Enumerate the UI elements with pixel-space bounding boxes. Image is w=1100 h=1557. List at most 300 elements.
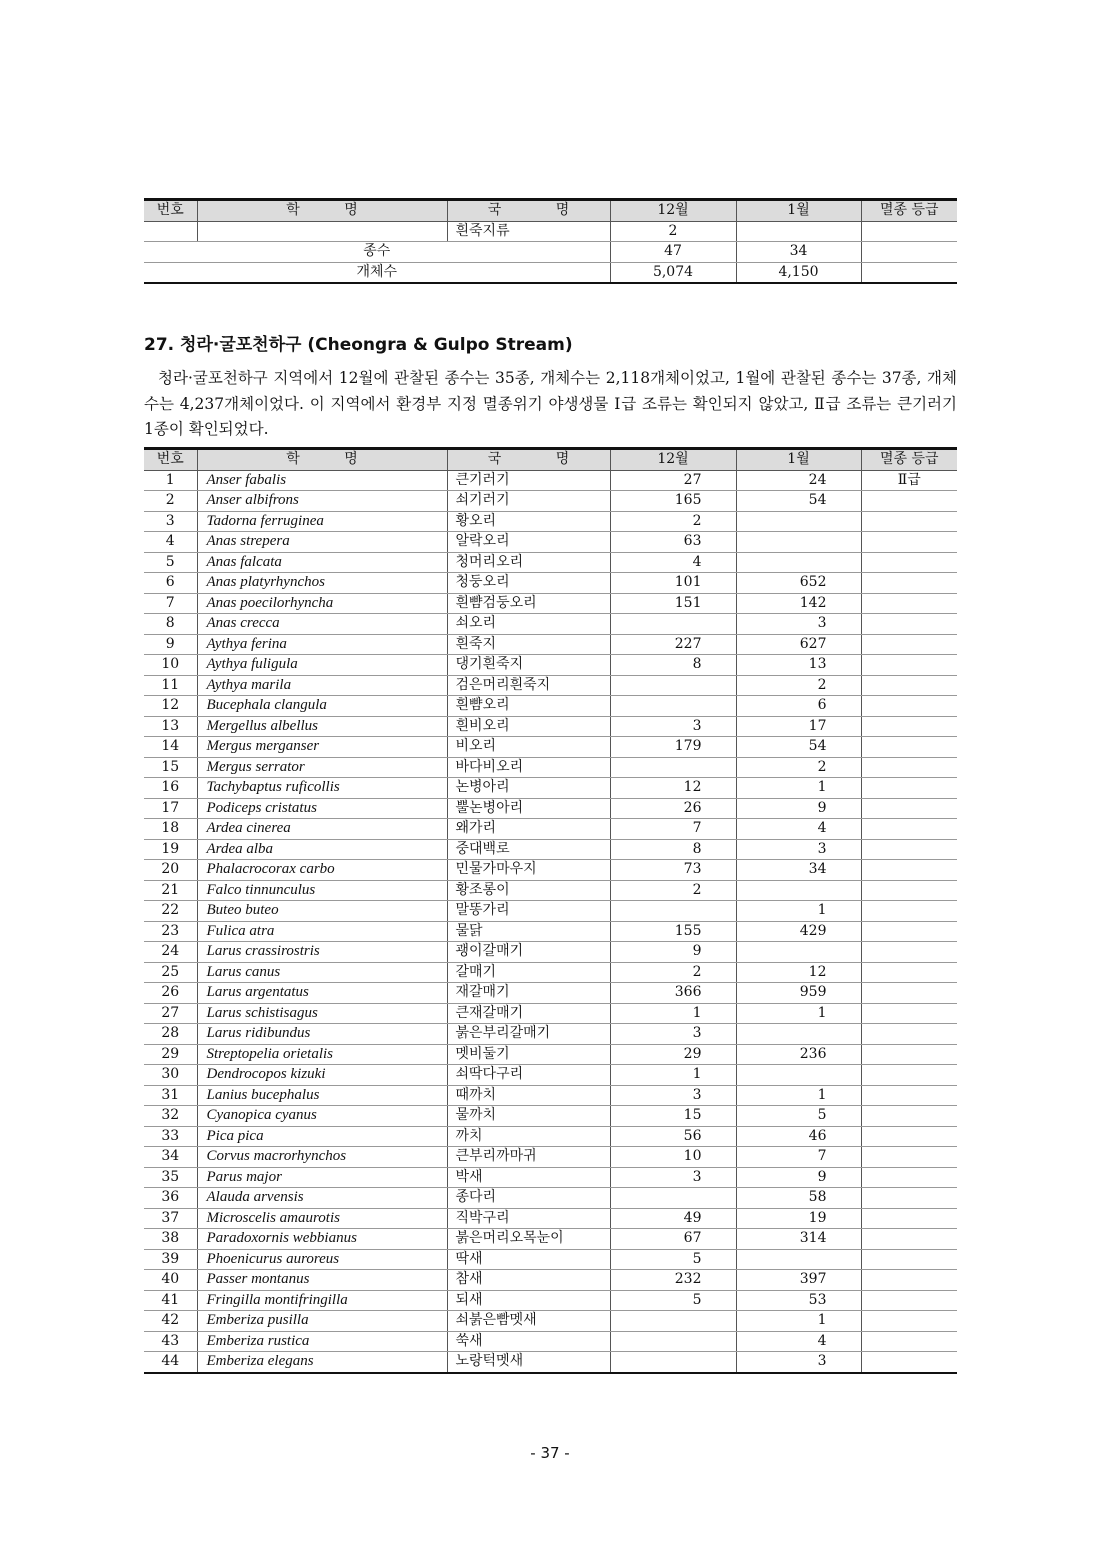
endangered-grade [861, 860, 957, 881]
table-row [144, 532, 957, 553]
table-row [144, 1311, 957, 1332]
jan-count: 12 [736, 962, 861, 983]
row-number: 26 [144, 983, 197, 1004]
row-number: 4 [144, 532, 197, 553]
table-row [144, 757, 957, 778]
section-heading: 27. 청라·굴포천하구 (Cheongra & Gulpo Stream) [144, 335, 573, 355]
table-row [144, 819, 957, 840]
table-row [144, 655, 957, 676]
table-row [144, 798, 957, 819]
endangered-grade [861, 983, 957, 1004]
dec-count [610, 614, 736, 635]
jan-count: 652 [736, 573, 861, 594]
row-number: 38 [144, 1229, 197, 1250]
row-number: 29 [144, 1044, 197, 1065]
korean-name: 논병아리 [447, 778, 610, 799]
dec-count: 4 [610, 552, 736, 573]
korean-name: 뿔논병아리 [447, 798, 610, 819]
jan-count: 397 [736, 1270, 861, 1291]
jan-count: 627 [736, 634, 861, 655]
dec-count: 8 [610, 839, 736, 860]
scientific-name: Ardea alba [197, 839, 447, 860]
jan-count: 9 [736, 1167, 861, 1188]
table-row [144, 716, 957, 737]
row-number: 43 [144, 1331, 197, 1352]
table-row [144, 1331, 957, 1352]
korean-name: 쇠기러기 [447, 491, 610, 512]
korean-name: 노랑턱멧새 [447, 1352, 610, 1373]
endangered-grade [861, 675, 957, 696]
scientific-name: Larus crassirostris [197, 942, 447, 963]
table-row [144, 675, 957, 696]
table-row [144, 901, 957, 922]
row-number: 39 [144, 1249, 197, 1270]
jan-count [736, 1249, 861, 1270]
scientific-name: Parus major [197, 1167, 447, 1188]
dec-count [610, 696, 736, 717]
table-row [144, 552, 957, 573]
dec-count: 49 [610, 1208, 736, 1229]
korean-name: 갈매기 [447, 962, 610, 983]
table-row [144, 470, 957, 491]
row-number: 17 [144, 798, 197, 819]
jan-count: 17 [736, 716, 861, 737]
endangered-grade: Ⅱ급 [861, 470, 957, 491]
dec-count [610, 1311, 736, 1332]
row-number: 13 [144, 716, 197, 737]
table-row [144, 778, 957, 799]
endangered-grade [861, 716, 957, 737]
jan-count: 54 [736, 737, 861, 758]
jan-count: 314 [736, 1229, 861, 1250]
korean-name: 비오리 [447, 737, 610, 758]
scientific-name: Anser fabalis [197, 470, 447, 491]
jan-count: 2 [736, 757, 861, 778]
dec-count: 1 [610, 1003, 736, 1024]
jan-count: 6 [736, 696, 861, 717]
jan-count: 3 [736, 614, 861, 635]
jan-count: 3 [736, 1352, 861, 1373]
endangered-grade [861, 1229, 957, 1250]
section-paragraph: 청라·굴포천하구 지역에서 12월에 관찰된 종수는 35종, 개체수는 2,118개체이었고, 1월에 관찰된 종수는 37종, 개체수는 4,237개체이었다. 이 지역에서 환경부 지정 멸종위기 야생생물 Ⅰ급 조류는 확인되지 않았고, Ⅱ급 조류는 큰기러기 1종이 확인되었다. [144, 369, 957, 438]
korean-name: 중대백로 [447, 839, 610, 860]
korean-name: 댕기흰죽지 [447, 655, 610, 676]
table-row [144, 221, 957, 242]
dec-count [610, 901, 736, 922]
korean-name: 청머리오리 [447, 552, 610, 573]
endangered-grade [861, 1003, 957, 1024]
species-table-body [144, 470, 957, 1373]
jan-count [736, 880, 861, 901]
endangered-grade [861, 1208, 957, 1229]
jan-count: 142 [736, 593, 861, 614]
table-row [144, 1290, 957, 1311]
jan-count [736, 942, 861, 963]
endangered-grade [861, 1331, 957, 1352]
table-row [144, 511, 957, 532]
endangered-grade [861, 798, 957, 819]
dec-count: 165 [610, 491, 736, 512]
table-row [144, 1085, 957, 1106]
row-number: 14 [144, 737, 197, 758]
jan-count: 34 [736, 860, 861, 881]
scientific-name: Emberiza rustica [197, 1331, 447, 1352]
row-number: 35 [144, 1167, 197, 1188]
jan-count: 53 [736, 1290, 861, 1311]
row-number: 34 [144, 1147, 197, 1168]
table-row [144, 1208, 957, 1229]
korean-name: 물까치 [447, 1106, 610, 1127]
species-jan: 34 [736, 242, 861, 263]
endangered-grade [861, 1290, 957, 1311]
row-number: 21 [144, 880, 197, 901]
korean-name: 붉은부리갈매기 [447, 1024, 610, 1045]
scientific-name: Anas crecca [197, 614, 447, 635]
jan-count [736, 532, 861, 553]
endangered-grade [861, 532, 957, 553]
korean-name: 물닭 [447, 921, 610, 942]
endangered-grade [861, 819, 957, 840]
korean-name: 참새 [447, 1270, 610, 1291]
header-kor: 국 명 [447, 200, 610, 222]
dec-count: 2 [610, 880, 736, 901]
scientific-name: Anas poecilorhyncha [197, 593, 447, 614]
korean-name: 흰죽지 [447, 634, 610, 655]
scientific-name: Dendrocopos kizuki [197, 1065, 447, 1086]
scientific-name: Aythya ferina [197, 634, 447, 655]
endangered-grade [861, 1024, 957, 1045]
endangered-grade [861, 1167, 957, 1188]
dec-count: 1 [610, 1065, 736, 1086]
dec-count: 67 [610, 1229, 736, 1250]
dec-count: 63 [610, 532, 736, 553]
dec-count: 26 [610, 798, 736, 819]
row-number: 31 [144, 1085, 197, 1106]
korean-name: 쇠붉은빰멧새 [447, 1311, 610, 1332]
row-number: 23 [144, 921, 197, 942]
species-count-label: 종수 [144, 242, 610, 263]
scientific-name: Podiceps cristatus [197, 798, 447, 819]
endangered-grade [861, 511, 957, 532]
dec-count: 5 [610, 1249, 736, 1270]
scientific-name: Aythya fuligula [197, 655, 447, 676]
jan-count: 46 [736, 1126, 861, 1147]
individual-count-label: 개체수 [144, 262, 610, 283]
row-number: 7 [144, 593, 197, 614]
scientific-name: Alauda arvensis [197, 1188, 447, 1209]
row-number: 12 [144, 696, 197, 717]
table-row [144, 839, 957, 860]
jan-count [736, 1024, 861, 1045]
dec-count [610, 1188, 736, 1209]
table-row [144, 1126, 957, 1147]
header-kor: 국 명 [447, 449, 610, 471]
endangered-grade [861, 1065, 957, 1086]
endangered-grade [861, 491, 957, 512]
dec-count: 27 [610, 470, 736, 491]
dec-count: 227 [610, 634, 736, 655]
endangered-grade [861, 778, 957, 799]
individuals-dec: 5,074 [610, 262, 736, 283]
scientific-name: Larus argentatus [197, 983, 447, 1004]
table-row [144, 880, 957, 901]
scientific-name: Anas platyrhynchos [197, 573, 447, 594]
dec-count: 73 [610, 860, 736, 881]
dec-count: 155 [610, 921, 736, 942]
row-number: 24 [144, 942, 197, 963]
korean-name: 박새 [447, 1167, 610, 1188]
jan-count [736, 1065, 861, 1086]
row-number: 25 [144, 962, 197, 983]
scientific-name: Microscelis amaurotis [197, 1208, 447, 1229]
korean-name: 민물가마우지 [447, 860, 610, 881]
endangered-grade [861, 573, 957, 594]
dec-count: 12 [610, 778, 736, 799]
korean-name: 직박구리 [447, 1208, 610, 1229]
dec-count: 3 [610, 1167, 736, 1188]
endangered-grade [861, 1311, 957, 1332]
dec-count: 179 [610, 737, 736, 758]
endangered-grade [861, 655, 957, 676]
scientific-name: Streptopelia orietalis [197, 1044, 447, 1065]
korean-name: 큰부리까마귀 [447, 1147, 610, 1168]
table-row [144, 1003, 957, 1024]
endangered-grade [861, 1044, 957, 1065]
dec-count [610, 1352, 736, 1373]
dec-count: 2 [610, 962, 736, 983]
table-row [144, 962, 957, 983]
korean-name: 딱새 [447, 1249, 610, 1270]
endangered-grade [861, 1352, 957, 1373]
korean-name: 때까치 [447, 1085, 610, 1106]
row-number: 33 [144, 1126, 197, 1147]
table-row [144, 942, 957, 963]
jan-count: 429 [736, 921, 861, 942]
dec-count: 2 [610, 221, 736, 242]
dec-count [610, 1331, 736, 1352]
jan-count: 1 [736, 1311, 861, 1332]
dec-count: 366 [610, 983, 736, 1004]
jan-count [736, 221, 861, 242]
row-number: 3 [144, 511, 197, 532]
individuals-jan: 4,150 [736, 262, 861, 283]
scientific-name: Phoenicurus auroreus [197, 1249, 447, 1270]
dec-count: 232 [610, 1270, 736, 1291]
row-number: 15 [144, 757, 197, 778]
endangered-grade [861, 696, 957, 717]
scientific-name: Tachybaptus ruficollis [197, 778, 447, 799]
korean-name: 종다리 [447, 1188, 610, 1209]
table-row [144, 634, 957, 655]
korean-name: 쇠딱다구리 [447, 1065, 610, 1086]
scientific-name: Buteo buteo [197, 901, 447, 922]
scientific-name: Pica pica [197, 1126, 447, 1147]
dec-count: 29 [610, 1044, 736, 1065]
table-row [144, 696, 957, 717]
table-row [144, 1270, 957, 1291]
endangered-grade [861, 757, 957, 778]
dec-count: 2 [610, 511, 736, 532]
row-number: 6 [144, 573, 197, 594]
row-number: 1 [144, 470, 197, 491]
scientific-name: Passer montanus [197, 1270, 447, 1291]
jan-count [736, 552, 861, 573]
dec-count: 5 [610, 1290, 736, 1311]
endangered-grade [861, 1270, 957, 1291]
table-row [144, 1024, 957, 1045]
table-row [144, 1147, 957, 1168]
table-row [144, 1352, 957, 1373]
table-row [144, 737, 957, 758]
row-number: 19 [144, 839, 197, 860]
korean-name: 괭이갈매기 [447, 942, 610, 963]
endangered-grade [861, 1085, 957, 1106]
korean-name: 큰재갈매기 [447, 1003, 610, 1024]
endangered-grade [861, 552, 957, 573]
jan-count: 959 [736, 983, 861, 1004]
scientific-name: Lanius bucephalus [197, 1085, 447, 1106]
dec-count: 56 [610, 1126, 736, 1147]
row-number: 32 [144, 1106, 197, 1127]
table-row [144, 1188, 957, 1209]
jan-count: 1 [736, 901, 861, 922]
header-dec: 12월 [610, 200, 736, 222]
scientific-name: Mergellus albellus [197, 716, 447, 737]
dec-count: 10 [610, 1147, 736, 1168]
row-number: 9 [144, 634, 197, 655]
dec-count: 15 [610, 1106, 736, 1127]
row-number: 5 [144, 552, 197, 573]
korean-name: 알락오리 [447, 532, 610, 553]
row-number: 10 [144, 655, 197, 676]
jan-count: 1 [736, 778, 861, 799]
dec-count: 3 [610, 1085, 736, 1106]
table-row [144, 921, 957, 942]
scientific-name: Mergus merganser [197, 737, 447, 758]
jan-count: 236 [736, 1044, 861, 1065]
jan-count: 7 [736, 1147, 861, 1168]
korean-name: 바다비오리 [447, 757, 610, 778]
table-row [144, 1229, 957, 1250]
jan-count: 5 [736, 1106, 861, 1127]
row-number: 20 [144, 860, 197, 881]
dec-count: 101 [610, 573, 736, 594]
header-dec: 12월 [610, 449, 736, 471]
dec-count [610, 757, 736, 778]
endangered-grade [861, 737, 957, 758]
jan-count: 24 [736, 470, 861, 491]
scientific-name: Mergus serrator [197, 757, 447, 778]
row-number: 28 [144, 1024, 197, 1045]
korean-name: 말똥가리 [447, 901, 610, 922]
korean-name: 황오리 [447, 511, 610, 532]
scientific-name: Anser albifrons [197, 491, 447, 512]
scientific-name: Fringilla montifringilla [197, 1290, 447, 1311]
species-table-header [144, 449, 957, 471]
endangered-grade [861, 1188, 957, 1209]
summary-table [144, 198, 957, 284]
species-dec: 47 [610, 242, 736, 263]
jan-count: 13 [736, 655, 861, 676]
scientific-name: Larus ridibundus [197, 1024, 447, 1045]
table-row [144, 573, 957, 594]
row-number: 22 [144, 901, 197, 922]
table-row [144, 1065, 957, 1086]
scientific-name: Emberiza pusilla [197, 1311, 447, 1332]
scientific-name: Corvus macrorhynchos [197, 1147, 447, 1168]
jan-count: 1 [736, 1003, 861, 1024]
scientific-name: Fulica atra [197, 921, 447, 942]
header-jan: 1월 [736, 200, 861, 222]
dec-count: 7 [610, 819, 736, 840]
header-grade: 멸종 등급 [861, 449, 957, 471]
row-number: 42 [144, 1311, 197, 1332]
table-row [144, 860, 957, 881]
row-number: 27 [144, 1003, 197, 1024]
scientific-name: Tadorna ferruginea [197, 511, 447, 532]
individual-count-row [144, 262, 957, 283]
row-number: 11 [144, 675, 197, 696]
row-number: 44 [144, 1352, 197, 1373]
endangered-grade [861, 1126, 957, 1147]
dec-count: 3 [610, 716, 736, 737]
row-number: 41 [144, 1290, 197, 1311]
scientific-name: Anas falcata [197, 552, 447, 573]
endangered-grade [861, 593, 957, 614]
page-number: - 37 - [530, 1444, 570, 1462]
endangered-grade [861, 1106, 957, 1127]
jan-count: 2 [736, 675, 861, 696]
species-count-row [144, 242, 957, 263]
dec-count: 9 [610, 942, 736, 963]
scientific-name: Anas strepera [197, 532, 447, 553]
korean-name: 검은머리흰죽지 [447, 675, 610, 696]
header-sci: 학 명 [197, 449, 447, 471]
scientific-name: Falco tinnunculus [197, 880, 447, 901]
row-number: 2 [144, 491, 197, 512]
endangered-grade [861, 942, 957, 963]
endangered-grade [861, 614, 957, 635]
endangered-grade [861, 921, 957, 942]
korean-name: 재갈매기 [447, 983, 610, 1004]
jan-count: 4 [736, 819, 861, 840]
dec-count: 3 [610, 1024, 736, 1045]
row-number: 16 [144, 778, 197, 799]
korean-name: 까치 [447, 1126, 610, 1147]
table-row [144, 491, 957, 512]
endangered-grade [861, 1147, 957, 1168]
row-number: 36 [144, 1188, 197, 1209]
korean-name: 흰비오리 [447, 716, 610, 737]
scientific-name: Cyanopica cyanus [197, 1106, 447, 1127]
korean-name: 흰뺨오리 [447, 696, 610, 717]
jan-count: 4 [736, 1331, 861, 1352]
header-sci: 학 명 [197, 200, 447, 222]
korean-name: 흰뺨검둥오리 [447, 593, 610, 614]
header-no: 번호 [144, 200, 197, 222]
jan-count: 58 [736, 1188, 861, 1209]
dec-count [610, 675, 736, 696]
header-jan: 1월 [736, 449, 861, 471]
korean-name: 붉은머리오목눈이 [447, 1229, 610, 1250]
scientific-name: Bucephala clangula [197, 696, 447, 717]
scientific-name: Paradoxornis webbianus [197, 1229, 447, 1250]
table-row [144, 1167, 957, 1188]
dec-count: 151 [610, 593, 736, 614]
table-row [144, 983, 957, 1004]
korean-name: 황조롱이 [447, 880, 610, 901]
scientific-name: Emberiza elegans [197, 1352, 447, 1373]
